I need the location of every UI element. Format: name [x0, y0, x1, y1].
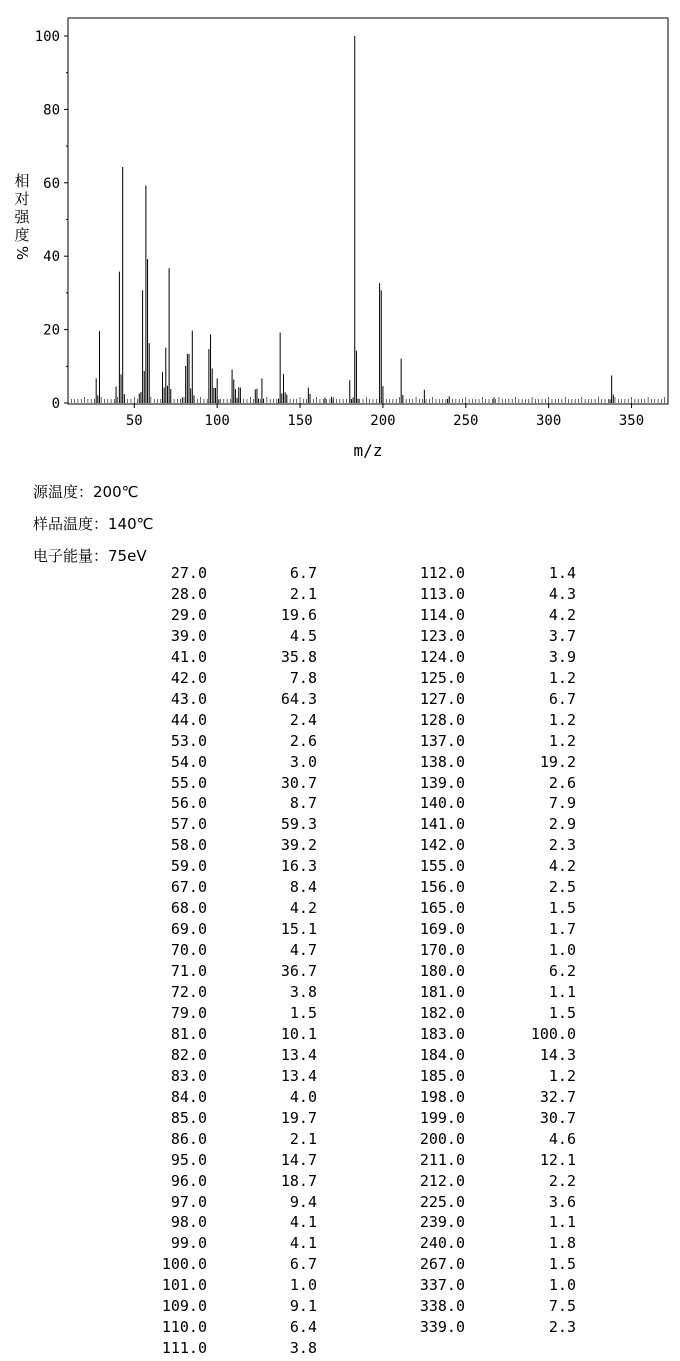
table-row [0, 941, 680, 961]
mz-value: 141.0 [419, 815, 465, 834]
peak-series [96, 36, 613, 403]
mz-value: 169.0 [419, 920, 465, 939]
x-tick-label: 150 [287, 413, 313, 429]
abundance-value: 18.7 [280, 1171, 317, 1190]
mz-value: 113.0 [419, 584, 465, 603]
y-label-percent: % [13, 245, 31, 261]
abundance-value: 2.4 [289, 710, 317, 729]
abundance-value: 6.7 [548, 689, 576, 708]
abundance-value: 32.7 [539, 1087, 576, 1106]
mz-value: 99.0 [170, 1234, 207, 1253]
mz-value: 155.0 [419, 857, 465, 876]
table-row [0, 1046, 680, 1066]
mz-value: 29.0 [170, 605, 207, 624]
mz-value: 41.0 [170, 647, 207, 666]
abundance-value: 6.7 [289, 1255, 317, 1274]
mz-value: 240.0 [419, 1234, 465, 1253]
table-row [0, 1109, 680, 1129]
abundance-value: 1.4 [548, 564, 576, 582]
table-row [0, 627, 680, 647]
abundance-value: 3.8 [289, 983, 317, 1001]
abundance-value: 1.7 [548, 920, 576, 939]
y-axis-label [12, 172, 32, 262]
abundance-value: 30.7 [539, 1108, 576, 1127]
mz-value: 101.0 [161, 1276, 207, 1295]
mz-value: 70.0 [170, 941, 207, 960]
table-row [0, 1130, 680, 1150]
mz-value: 54.0 [170, 752, 207, 771]
abundance-value: 3.6 [548, 1192, 576, 1211]
mz-value: 211.0 [419, 1150, 465, 1169]
table-row [0, 1276, 680, 1296]
table-row [0, 648, 680, 668]
table-row [0, 794, 680, 814]
abundance-value: 4.2 [548, 605, 576, 624]
abundance-value: 4.7 [289, 941, 317, 960]
abundance-value: 6.4 [289, 1318, 317, 1337]
mz-value: 98.0 [170, 1213, 207, 1232]
y-label-char: 对 [14, 190, 30, 208]
table-row [0, 983, 680, 1003]
condition-value: 140℃ [108, 515, 154, 533]
abundance-value: 6.7 [289, 564, 317, 582]
table-row [0, 878, 680, 898]
abundance-value: 6.2 [548, 962, 576, 981]
mz-value: 140.0 [419, 794, 465, 813]
mz-value: 185.0 [419, 1066, 465, 1085]
abundance-value: 1.0 [548, 941, 576, 960]
table-row [0, 1193, 680, 1213]
y-tick-label: 80 [43, 102, 60, 119]
abundance-value: 15.1 [280, 920, 317, 939]
abundance-value: 3.8 [289, 1339, 317, 1358]
mz-value: 184.0 [419, 1045, 465, 1064]
table-row [0, 899, 680, 919]
y-label-char: 相 [14, 172, 30, 190]
table-row [0, 1297, 680, 1317]
abundance-value: 3.0 [289, 752, 317, 771]
y-tick-label: 60 [43, 175, 60, 192]
mz-value: 53.0 [170, 731, 207, 750]
mz-value: 124.0 [419, 647, 465, 666]
table-row [0, 669, 680, 689]
abundance-value: 2.9 [548, 815, 576, 834]
mz-value: 56.0 [170, 794, 207, 813]
abundance-value: 7.8 [289, 668, 317, 687]
table-row [0, 857, 680, 877]
table-row [0, 1255, 680, 1275]
abundance-value: 1.5 [548, 899, 576, 918]
abundance-value: 4.2 [289, 899, 317, 918]
y-label-char: 度 [14, 226, 30, 244]
abundance-value: 1.5 [289, 1003, 317, 1022]
abundance-value: 1.5 [548, 1255, 576, 1274]
mz-value: 127.0 [419, 689, 465, 708]
mz-value: 95.0 [170, 1150, 207, 1169]
x-axis-label: m/z [353, 441, 383, 460]
mz-value: 69.0 [170, 920, 207, 939]
mz-value: 58.0 [170, 836, 207, 855]
mz-value: 82.0 [170, 1045, 207, 1064]
mass-spectrum-chart [0, 0, 680, 470]
abundance-value: 3.7 [548, 626, 576, 645]
mz-value: 81.0 [170, 1024, 207, 1043]
mz-value: 183.0 [419, 1024, 465, 1043]
abundance-value: 13.4 [280, 1045, 317, 1064]
mz-value: 39.0 [170, 626, 207, 645]
abundance-value: 36.7 [280, 962, 317, 981]
mz-value: 28.0 [170, 584, 207, 603]
abundance-value: 19.2 [539, 752, 576, 771]
abundance-value: 2.1 [289, 584, 317, 603]
abundance-value: 64.3 [280, 689, 317, 708]
mz-value: 100.0 [161, 1255, 207, 1274]
abundance-value: 2.1 [289, 1129, 317, 1148]
mz-value: 182.0 [419, 1003, 465, 1022]
y-axis-ticks [35, 29, 68, 412]
mz-value: 57.0 [170, 815, 207, 834]
abundance-value: 13.4 [280, 1066, 317, 1085]
mz-value: 43.0 [170, 689, 207, 708]
x-tick-label: 300 [536, 413, 562, 429]
mz-value: 225.0 [419, 1192, 465, 1211]
mz-value: 109.0 [161, 1297, 207, 1316]
plot-frame [68, 18, 668, 404]
table-row [0, 1213, 680, 1233]
mz-value: 114.0 [419, 605, 465, 624]
mz-value: 67.0 [170, 878, 207, 897]
table-row [0, 564, 680, 584]
abundance-value: 35.8 [280, 647, 317, 666]
abundance-value: 2.2 [548, 1171, 576, 1190]
abundance-value: 1.2 [548, 668, 576, 687]
y-tick-label: 20 [43, 322, 60, 339]
abundance-value: 2.3 [548, 836, 576, 855]
abundance-value: 4.3 [548, 584, 576, 603]
table-row [0, 606, 680, 626]
abundance-value: 4.1 [289, 1234, 317, 1253]
x-tick-label: 50 [125, 413, 143, 429]
mz-value: 71.0 [170, 962, 207, 981]
mz-value: 83.0 [170, 1066, 207, 1085]
mz-value: 27.0 [170, 564, 207, 582]
mz-value: 79.0 [170, 1003, 207, 1022]
abundance-value: 4.1 [289, 1213, 317, 1232]
abundance-value: 8.4 [289, 878, 317, 897]
mz-value: 180.0 [419, 962, 465, 981]
abundance-value: 3.9 [548, 647, 576, 666]
condition-value: 200℃ [93, 483, 139, 501]
abundance-value: 14.7 [280, 1150, 317, 1169]
abundance-value: 4.0 [289, 1087, 317, 1106]
mz-value: 239.0 [419, 1213, 465, 1232]
mz-value: 59.0 [170, 857, 207, 876]
mz-value: 85.0 [170, 1108, 207, 1127]
condition-label: 电子能量： [33, 547, 109, 565]
condition-label: 源温度： [33, 483, 94, 501]
abundance-value: 4.6 [548, 1129, 576, 1148]
mz-value: 267.0 [419, 1255, 465, 1274]
abundance-value: 59.3 [280, 815, 317, 834]
mz-value: 181.0 [419, 983, 465, 1001]
abundance-value: 9.1 [289, 1297, 317, 1316]
abundance-value: 1.2 [548, 1066, 576, 1085]
abundance-value: 1.1 [548, 1213, 576, 1232]
mz-value: 338.0 [419, 1297, 465, 1316]
mz-value: 68.0 [170, 899, 207, 918]
mz-value: 339.0 [419, 1318, 465, 1337]
table-row [0, 1004, 680, 1024]
mz-value: 138.0 [419, 752, 465, 771]
mz-value: 165.0 [419, 899, 465, 918]
abundance-value: 16.3 [280, 857, 317, 876]
table-row [0, 774, 680, 794]
table-row [0, 1088, 680, 1108]
x-tick-label: 250 [453, 413, 479, 429]
x-minor-ticks [71, 397, 664, 403]
abundance-value: 1.0 [289, 1276, 317, 1295]
table-row [0, 690, 680, 710]
abundance-value: 2.6 [548, 773, 576, 792]
abundance-value: 1.1 [548, 983, 576, 1001]
abundance-value: 30.7 [280, 773, 317, 792]
abundance-value: 7.5 [548, 1297, 576, 1316]
electron-energy [33, 545, 147, 566]
mz-value: 42.0 [170, 668, 207, 687]
mz-value: 72.0 [170, 983, 207, 1001]
mz-value: 198.0 [419, 1087, 465, 1106]
mz-value: 123.0 [419, 626, 465, 645]
y-tick-label: 40 [43, 249, 60, 266]
mz-value: 337.0 [419, 1276, 465, 1295]
abundance-value: 19.7 [280, 1108, 317, 1127]
abundance-value: 2.5 [548, 878, 576, 897]
x-tick-label: 100 [204, 413, 230, 429]
abundance-value: 1.2 [548, 710, 576, 729]
mz-value: 212.0 [419, 1171, 465, 1190]
abundance-value: 14.3 [539, 1045, 576, 1064]
abundance-value: 39.2 [280, 836, 317, 855]
condition-value: 75eV [108, 547, 147, 565]
abundance-value: 2.6 [289, 731, 317, 750]
mz-value: 128.0 [419, 710, 465, 729]
table-row [0, 920, 680, 940]
table-row [0, 1172, 680, 1192]
mz-value: 142.0 [419, 836, 465, 855]
mz-value: 110.0 [161, 1318, 207, 1337]
table-row [0, 836, 680, 856]
abundance-value: 10.1 [280, 1024, 317, 1043]
table-row [0, 585, 680, 605]
mz-value: 200.0 [419, 1129, 465, 1148]
mz-value: 139.0 [419, 773, 465, 792]
table-row [0, 753, 680, 773]
abundance-value: 1.0 [548, 1276, 576, 1295]
abundance-value: 1.5 [548, 1003, 576, 1022]
abundance-value: 12.1 [539, 1150, 576, 1169]
mz-value: 84.0 [170, 1087, 207, 1106]
mz-value: 86.0 [170, 1129, 207, 1148]
abundance-value: 1.2 [548, 731, 576, 750]
table-row [0, 962, 680, 982]
abundance-value: 4.5 [289, 626, 317, 645]
mz-value: 111.0 [161, 1339, 207, 1358]
x-tick-label: 200 [370, 413, 396, 429]
table-row [0, 815, 680, 835]
abundance-value: 1.8 [548, 1234, 576, 1253]
y-label-char: 强 [14, 208, 30, 226]
mz-value: 199.0 [419, 1108, 465, 1127]
abundance-value: 8.7 [289, 794, 317, 813]
condition-label: 样品温度： [33, 515, 109, 533]
table-row [0, 1025, 680, 1045]
mz-value: 55.0 [170, 773, 207, 792]
table-row [0, 1234, 680, 1254]
abundance-value: 19.6 [280, 605, 317, 624]
mz-value: 156.0 [419, 878, 465, 897]
abundance-value: 7.9 [548, 794, 576, 813]
mz-value: 137.0 [419, 731, 465, 750]
x-tick-label: 350 [618, 413, 645, 429]
mz-value: 112.0 [419, 564, 465, 582]
x-axis-ticks [126, 403, 644, 429]
y-tick-label: 100 [34, 29, 60, 45]
mz-value: 125.0 [419, 668, 465, 687]
abundance-value: 4.2 [548, 857, 576, 876]
table-row [0, 1067, 680, 1087]
mz-value: 170.0 [419, 941, 465, 960]
sample-temperature [33, 513, 154, 534]
table-row [0, 1318, 680, 1338]
table-row [0, 732, 680, 752]
source-temperature [33, 481, 139, 502]
mz-value: 44.0 [170, 710, 207, 729]
table-row [0, 1339, 680, 1359]
table-row [0, 1151, 680, 1171]
abundance-value: 100.0 [530, 1024, 576, 1043]
abundance-value: 2.3 [548, 1318, 576, 1337]
table-row [0, 711, 680, 731]
y-tick-label: 0 [51, 396, 60, 412]
abundance-value: 9.4 [289, 1192, 317, 1211]
mz-value: 97.0 [170, 1192, 207, 1211]
mz-value: 96.0 [170, 1171, 207, 1190]
